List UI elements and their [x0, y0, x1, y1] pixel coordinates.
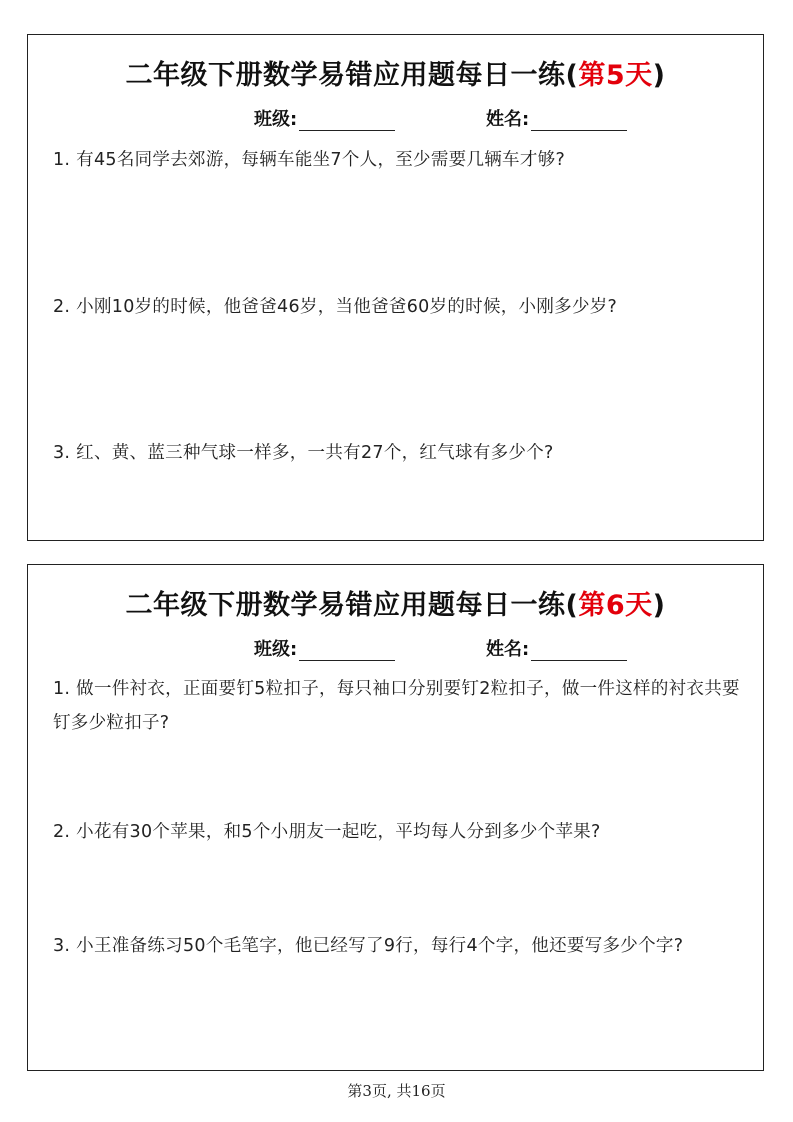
title-day: 第6天	[578, 590, 653, 621]
title-main: 二年级下册数学易错应用题每日一练(	[125, 590, 579, 621]
name-label: 姓名:	[486, 639, 530, 660]
worksheet-day-6	[27, 564, 764, 1071]
title-close: )	[652, 590, 666, 621]
question-3: 3. 小王准备练习50个毛笔字，他已经写了9行，每行4个字，他还要写多少个字?	[53, 936, 684, 956]
name-blank[interactable]	[531, 642, 627, 661]
class-label: 班级:	[254, 639, 298, 660]
name-blank[interactable]	[531, 112, 627, 131]
worksheet-day-5	[27, 34, 764, 541]
question-2: 2. 小花有30个苹果，和5个小朋友一起吃，平均每人分到多少个苹果?	[53, 822, 601, 842]
class-field	[254, 105, 395, 131]
title-day: 第5天	[578, 60, 653, 91]
class-field	[254, 635, 395, 661]
question-2: 2. 小刚10岁的时候，他爸爸46岁，当他爸爸60岁的时候，小刚多少岁?	[53, 297, 618, 317]
name-field	[486, 635, 627, 661]
class-label: 班级:	[254, 109, 298, 130]
student-info-row	[28, 635, 763, 659]
class-blank[interactable]	[299, 112, 395, 131]
worksheet-title	[28, 583, 763, 622]
worksheet-title	[28, 53, 763, 92]
class-blank[interactable]	[299, 642, 395, 661]
name-label: 姓名:	[486, 109, 530, 130]
name-field	[486, 105, 627, 131]
page-footer: 第3页, 共16页	[347, 1082, 446, 1100]
question-3: 3. 红、黄、蓝三种气球一样多，一共有27个，红气球有多少个?	[53, 443, 554, 463]
title-main: 二年级下册数学易错应用题每日一练(	[125, 60, 579, 91]
student-info-row	[28, 105, 763, 129]
title-close: )	[652, 60, 666, 91]
question-1: 1. 有45名同学去郊游，每辆车能坐7个人，至少需要几辆车才够?	[53, 150, 566, 170]
question-1: 1. 做一件衬衣，正面要钉5粒扣子，每只袖口分别要钉2粒扣子，做一件这样的衬衣共要钉多少粒扣子?	[53, 679, 740, 733]
